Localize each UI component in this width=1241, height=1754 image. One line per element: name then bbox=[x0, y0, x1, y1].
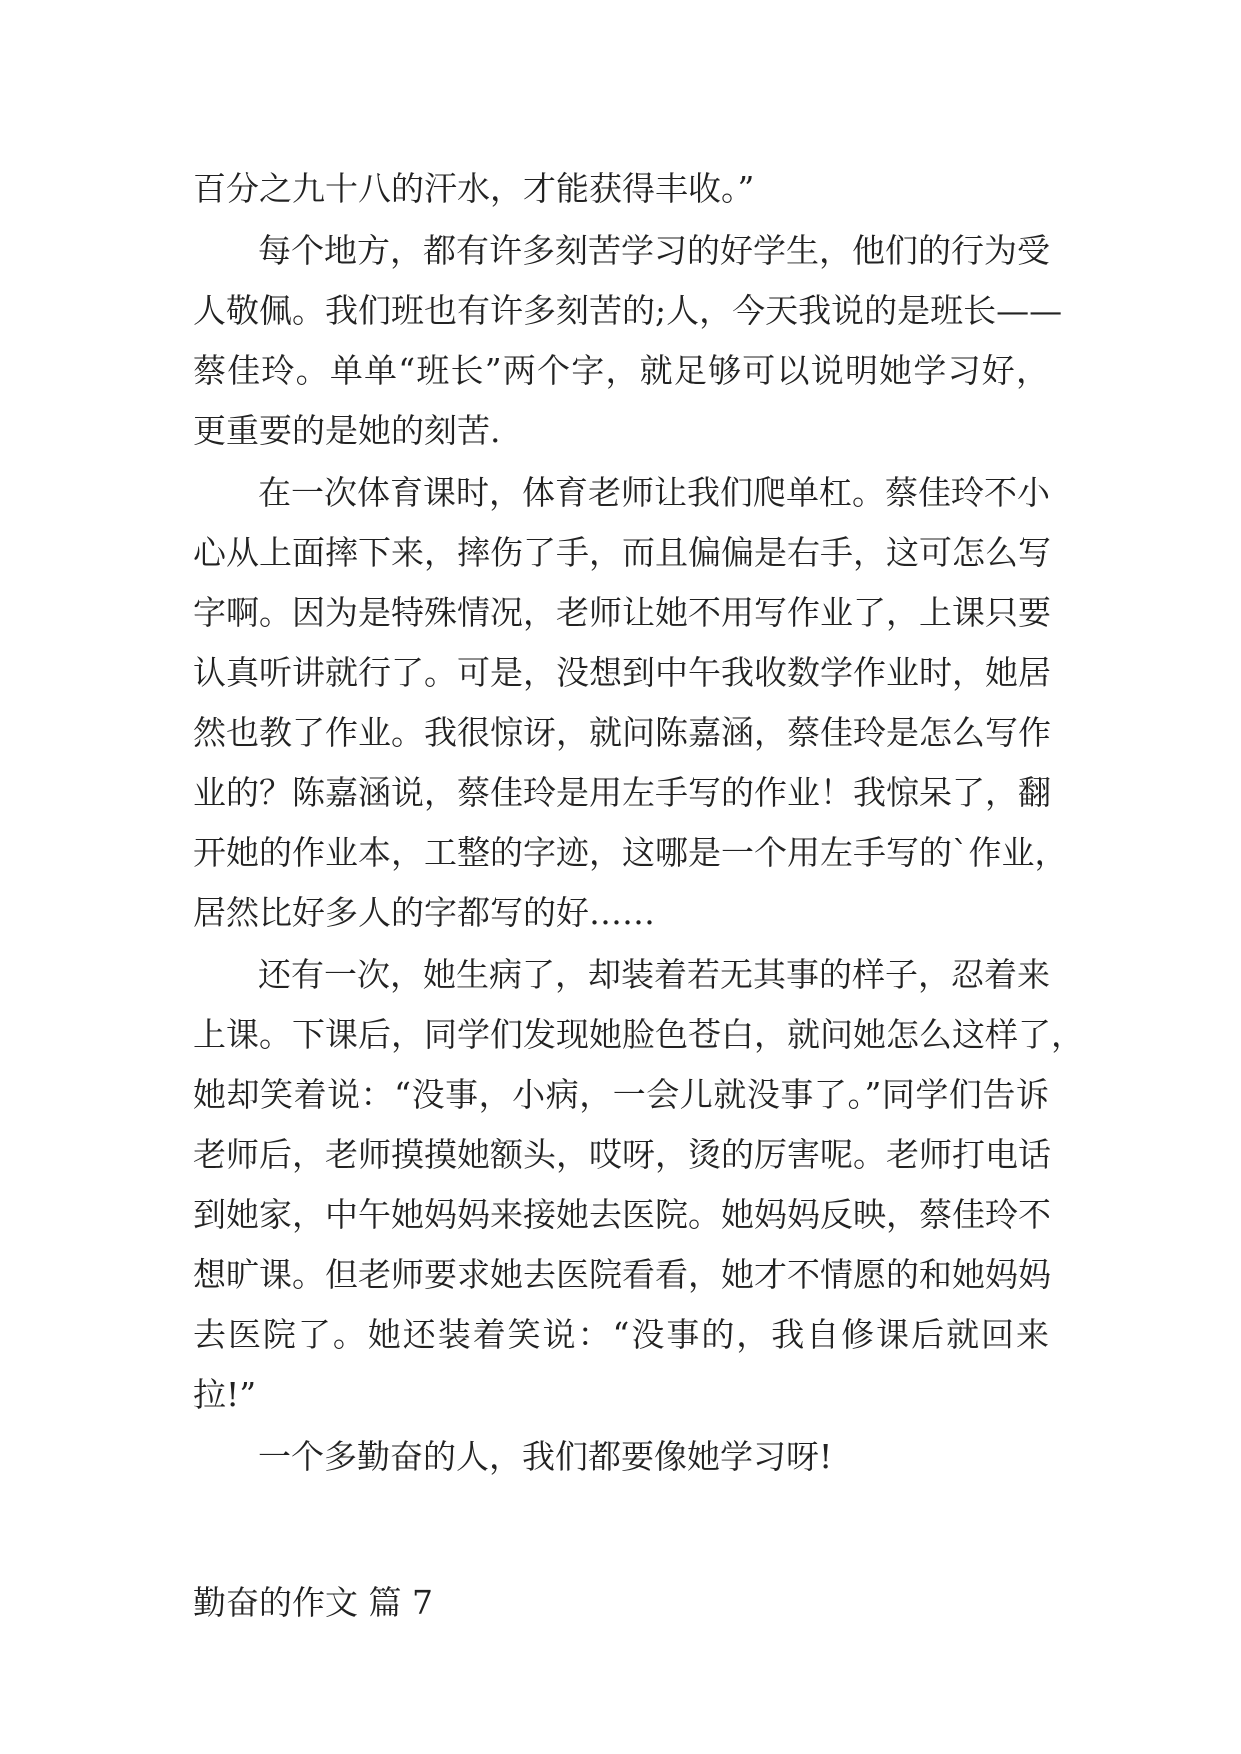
text-line: 字啊。因为是特殊情况，老师让她不用写作业了，上课只要 bbox=[193, 593, 1051, 632]
text-line: 居然比好多人的字都写的好…… bbox=[193, 893, 655, 932]
text-line: 更重要的是她的刻苦. bbox=[193, 411, 501, 450]
text-line: 在一次体育课时，体育老师让我们爬单杠。蔡佳玲不小 bbox=[258, 473, 1050, 512]
text-line: 去医院了。她还装着笑说：“没事的，我自修课后就回来 bbox=[193, 1315, 1049, 1354]
text-line: 她却笑着说：“没事，小病，一会儿就没事了。”同学们告诉 bbox=[193, 1075, 1049, 1114]
text-line: 一个多勤奋的人，我们都要像她学习呀! bbox=[258, 1437, 833, 1476]
text-line: 开她的作业本，工整的字迹，这哪是一个用左手写的`作业， bbox=[193, 833, 1068, 872]
text-line: 然也教了作业。我很惊讶，就问陈嘉涵，蔡佳玲是怎么写作 bbox=[193, 713, 1051, 752]
text-line: 上课。下课后，同学们发现她脸色苍白，就问她怎么这样了， bbox=[193, 1015, 1084, 1054]
text-line: 拉!” bbox=[193, 1375, 257, 1414]
text-line: 认真听讲就行了。可是，没想到中午我收数学作业时，她居 bbox=[193, 653, 1051, 692]
section-heading: 勤奋的作文 篇 7 bbox=[193, 1583, 433, 1622]
text-line: 心从上面摔下来，摔伤了手，而且偏偏是右手，这可怎么写 bbox=[193, 533, 1051, 572]
text-line: 到她家，中午她妈妈来接她去医院。她妈妈反映，蔡佳玲不 bbox=[193, 1195, 1051, 1234]
text-line: 百分之九十八的汗水，才能获得丰收。” bbox=[193, 169, 755, 208]
text-line: 每个地方，都有许多刻苦学习的好学生，他们的行为受 bbox=[258, 231, 1050, 270]
text-line: 老师后，老师摸摸她额头，哎呀，烫的厉害呢。老师打电话 bbox=[193, 1135, 1051, 1174]
text-line: 业的？陈嘉涵说，蔡佳玲是用左手写的作业！我惊呆了，翻 bbox=[193, 773, 1051, 812]
text-line: 还有一次，她生病了，却装着若无其事的样子，忍着来 bbox=[258, 955, 1050, 994]
text-line: 人敬佩。我们班也有许多刻苦的;人，今天我说的是班长—— bbox=[193, 291, 1063, 330]
text-line: 想旷课。但老师要求她去医院看看，她才不情愿的和她妈妈 bbox=[193, 1255, 1051, 1294]
text-line: 蔡佳玲。单单“班长”两个字，就足够可以说明她学习好， bbox=[193, 351, 1049, 390]
